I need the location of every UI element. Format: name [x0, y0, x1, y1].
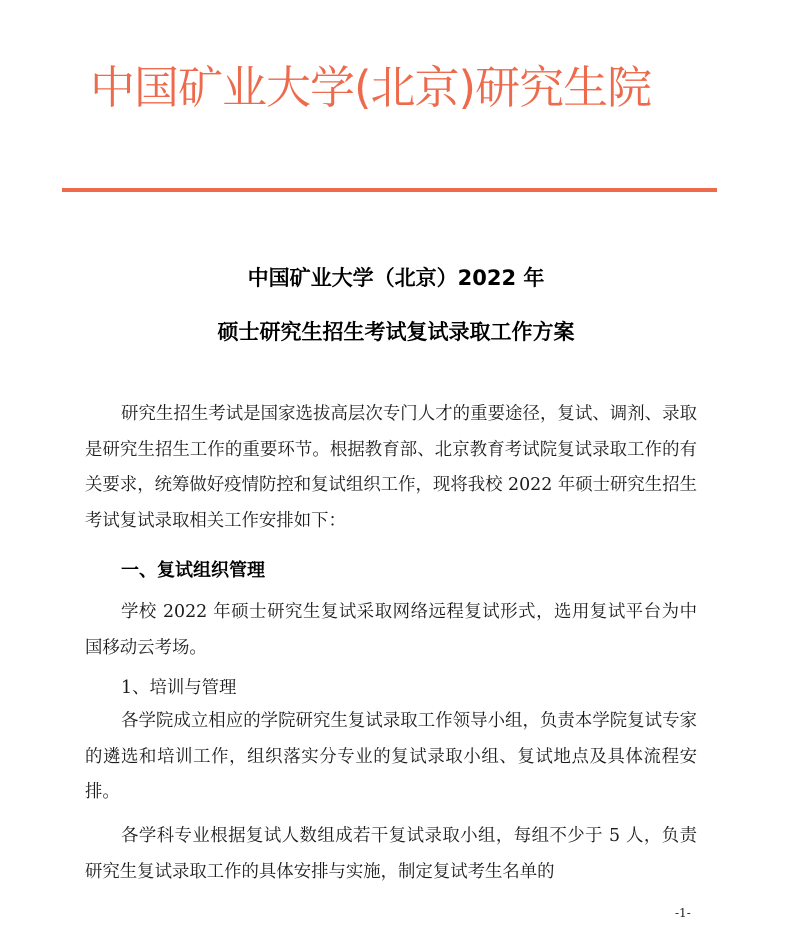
document-title-line1: 中国矿业大学（北京）2022 年 [247, 266, 545, 290]
letterhead-title: 中国矿业大学(北京)研究生院 [90, 61, 652, 114]
letterhead-divider [62, 188, 717, 192]
intro-paragraph: 研究生招生考试是国家选拔高层次专门人才的重要途径，复试、调剂、录取是研究生招生工作的重要环节。根据教育部、北京教育考试院复试录取工作的有关要求，统筹做好疫情防控和复试组织工作，现将我校 2022 年硕士研究生招生考试复试录取相关工作安排如下： [85, 404, 697, 532]
document-title-line2: 硕士研究生招生考试复试录取工作方案 [217, 320, 575, 344]
section1-heading: 一、复试组织管理 [121, 560, 265, 581]
page-number: -1- [675, 906, 691, 920]
subsection1-paragraph1: 各学院成立相应的学院研究生复试录取工作领导小组，负责本学院复试专家的遴选和培训工作，组织落实分专业的复试录取小组、复试地点及具体流程安排。 [85, 711, 697, 803]
subsection1-paragraph2: 各学科专业根据复试人数组成若干复试录取小组，每组不少于 5 人，负责研究生复试录取工作的具体安排与实施，制定复试考生名单的 [85, 826, 697, 882]
subsection1-heading: 1、培训与管理 [121, 678, 237, 698]
section1-paragraph: 学校 2022 年硕士研究生复试采取网络远程复试形式，选用复试平台为中国移动云考场。 [85, 602, 697, 658]
